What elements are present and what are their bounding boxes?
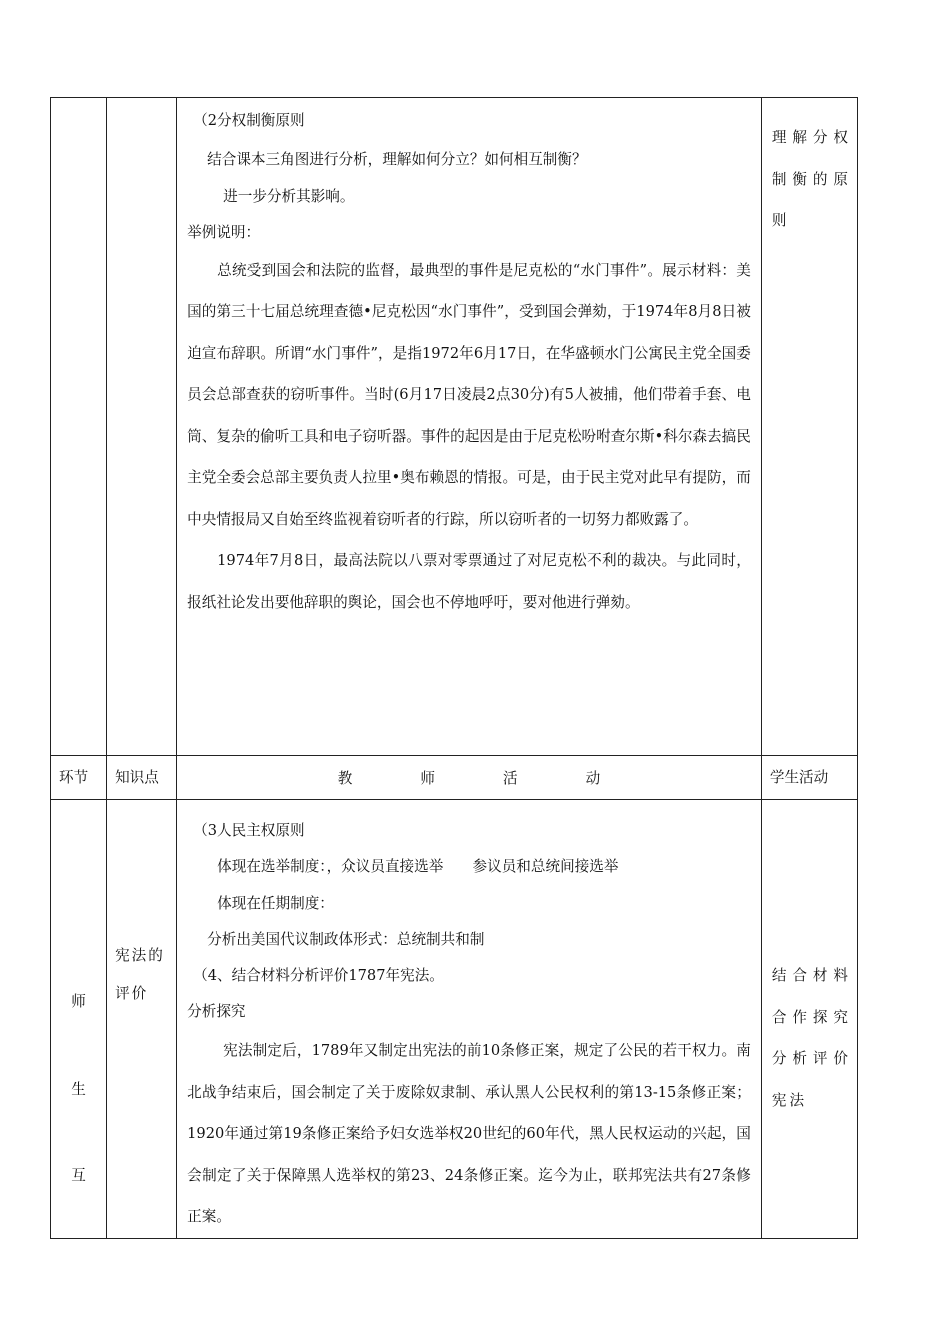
header-student-activity: 学生活动	[761, 756, 857, 800]
content-line: 举例说明：	[187, 223, 261, 241]
content-line: 结合课本三角图进行分析，理解如何分立？如何相互制衡？	[207, 150, 587, 168]
content-line: 分析出美国代议制政体形式：总统制共和制	[207, 931, 485, 948]
section-heading: （2分权制衡原则	[193, 112, 305, 129]
content-line: 分析探究	[187, 1003, 246, 1020]
amendments-paragraph: 宪法制定后，1789年又制定出宪法的前10条修正案，规定了公民的若干权力。南北战争结束后，国会制定了关于废除奴隶制、承认黑人公民权利的第13-15条修正案；1920年通过第19条修正案给予妇女选举权20世纪的60年代，黑人民权运动的兴起，国会制定了关于保障黑人选举权的第23、24条修正案。迄今为止，联邦宪法共有27条修正案。	[187, 1042, 751, 1225]
stage-cell-empty	[51, 98, 107, 756]
stage-char: 互	[71, 1167, 86, 1184]
watergate-paragraph: 总统受到国会和法院的监督，最典型的事件是尼克松的“水门事件”。展示材料：美国的第三十七届总统理查德•尼克松因“水门事件”，受到国会弹劾，于1974年8月8日被迫宣布辞职。所谓“水门事件”，是指1972年6月17日，在华盛顿水门公寓民主党全国委员会总部查获的窃听事件。当时(6月17日凌晨2点30分)有5人被捕，他们带着手套、电筒、复杂的偷听工具和电子窃听器。事件的起因是由于尼克松吩咐查尔斯•科尔森去搞民主党全委会总部主要负责人拉里•奥布赖恩的情报。可是，由于民主党对此早有提防，而中央情报局又自始至终监视着窃听者的行踪，所以窃听者的一切努力都败露了。	[187, 261, 751, 528]
knowledge-point-cell	[107, 800, 177, 1239]
student-activity-text: 理解分权制衡的原则	[771, 129, 851, 229]
court-ruling-paragraph: 1974年7月8日，最高法院以八票对零票通过了对尼克松不利的裁决。与此同时，报纸社论发出要他辞职的舆论，国会也不停地呼吁，要对他进行弹劾。	[187, 552, 751, 611]
knowledge-cell-empty	[107, 98, 177, 756]
section-heading: （3人民主权原则	[193, 822, 305, 839]
content-line: 进一步分析其影响。	[223, 187, 355, 205]
table-header-row	[51, 756, 858, 800]
content-line: 体现在任期制度：	[217, 895, 334, 912]
teacher-activity-cell	[177, 98, 762, 756]
teacher-activity-cell	[177, 800, 762, 1239]
stage-char: 生	[71, 1081, 86, 1098]
table-row-constitution	[51, 800, 858, 1239]
student-activity-cell	[761, 98, 857, 756]
header-stage: 环节	[51, 756, 107, 800]
content-line: 体现在选举制度：，众议员直接选举 参议员和总统间接选举	[217, 858, 619, 875]
section-heading: （4、结合材料分析评价1787年宪法。	[193, 967, 444, 984]
table-row-checks-balances	[51, 98, 858, 756]
stage-char: 师	[71, 993, 86, 1010]
student-activity-cell	[761, 800, 857, 1239]
student-activity-text: 结合材料合作探究分析评价宪法	[771, 967, 851, 1109]
header-teacher-activity: 教 师 活 动	[177, 756, 762, 800]
header-knowledge: 知识点	[107, 756, 177, 800]
lesson-plan-table	[50, 97, 858, 1239]
knowledge-point-text: 宪法的评价	[115, 947, 165, 1002]
stage-cell	[51, 800, 107, 1239]
